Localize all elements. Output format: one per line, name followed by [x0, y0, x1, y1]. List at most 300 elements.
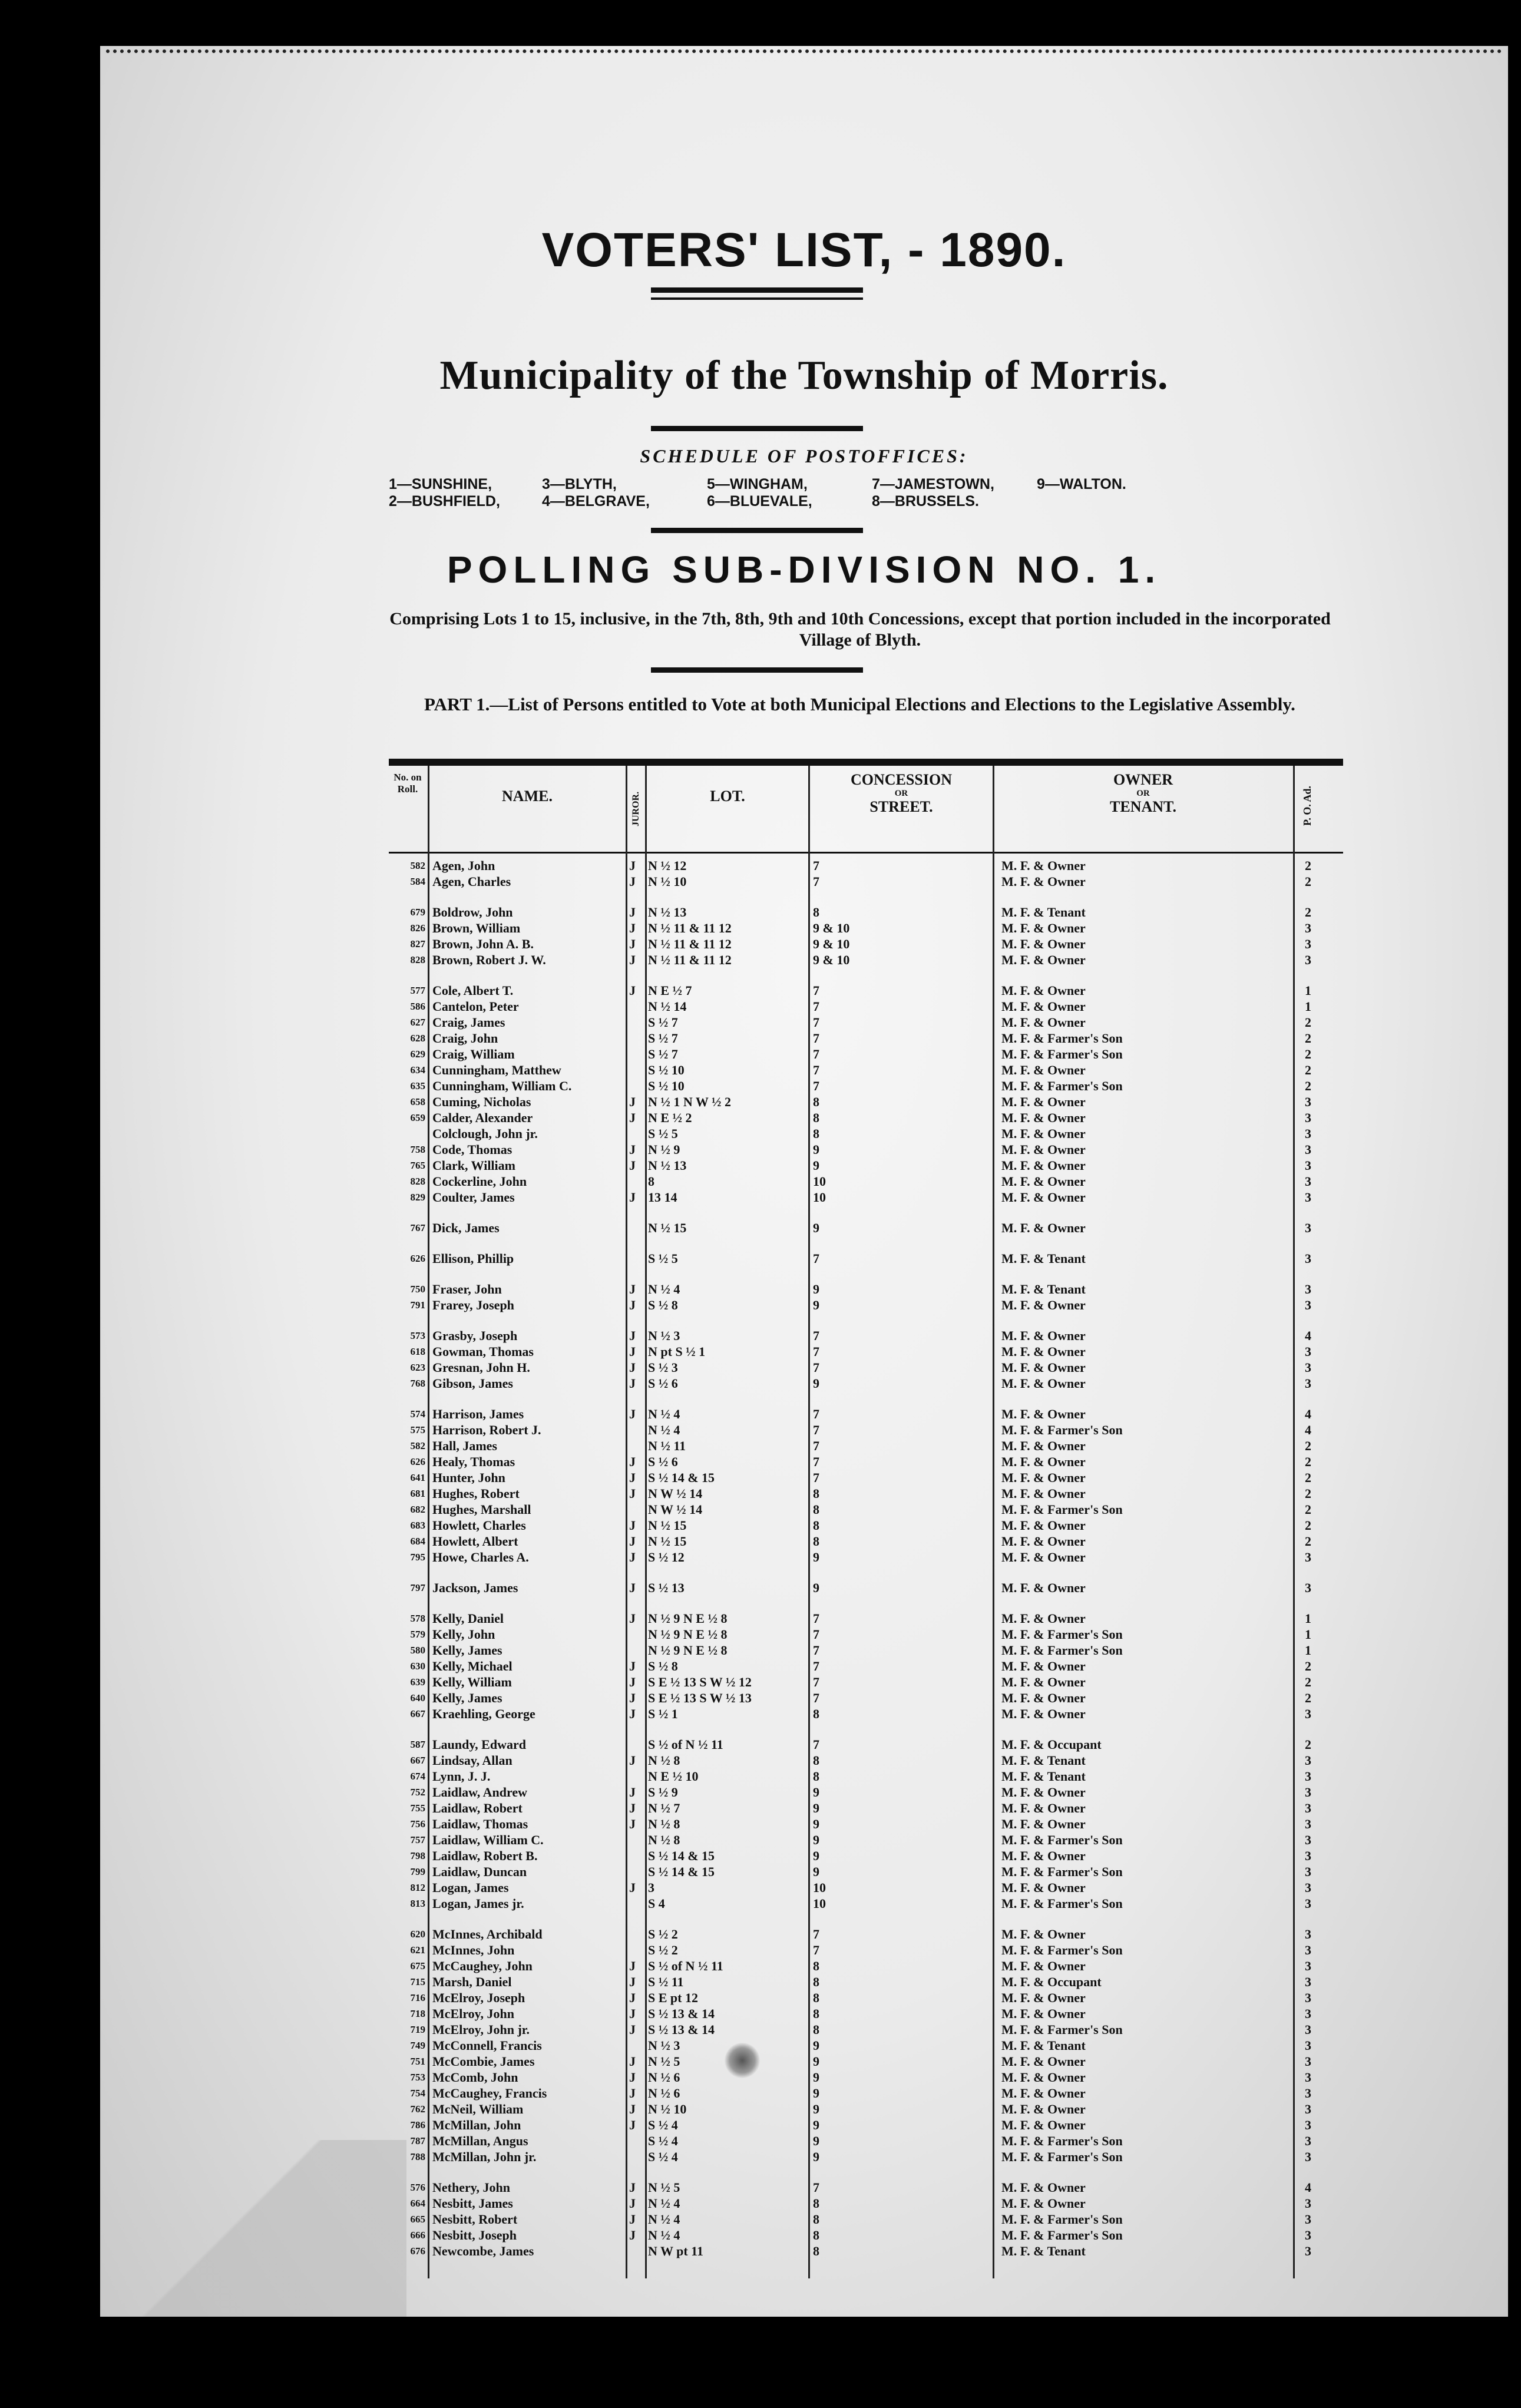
lot-cell: N ½ 4 [648, 2196, 680, 2211]
concession-cell: 7 [813, 874, 819, 889]
voter-name: Hughes, Robert [432, 1486, 520, 1501]
postoffice-cell: 3 [1305, 1974, 1311, 1989]
juror-mark: J [629, 1580, 636, 1595]
postoffice-cell: 3 [1305, 1174, 1311, 1189]
concession-cell: 9 [813, 1298, 819, 1312]
concession-cell: 7 [813, 1675, 819, 1689]
owner-tenant-cell: M. F. & Owner [1001, 1848, 1086, 1863]
owner-tenant-cell: M. F. & Owner [1001, 1407, 1086, 1421]
concession-cell: 9 [813, 2038, 819, 2053]
voter-name: Laidlaw, William C. [432, 1833, 544, 1847]
roll-number: 827 [410, 938, 425, 950]
postoffice-cell: 4 [1305, 2180, 1311, 2195]
roll-number: 674 [410, 1771, 425, 1782]
postoffice-cell: 3 [1305, 1801, 1311, 1815]
owner-tenant-cell: M. F. & Tenant [1001, 905, 1086, 919]
owner-tenant-cell: M. F. & Farmer's Son [1001, 2212, 1123, 2227]
table-row [389, 1454, 1343, 1470]
voter-name: Kelly, John [432, 1627, 495, 1642]
postoffice-cell: 3 [1305, 1550, 1311, 1564]
owner-tenant-cell: M. F. & Occupant [1001, 1737, 1102, 1752]
postoffice-cell: 3 [1305, 2006, 1311, 2021]
table-row [389, 1658, 1343, 1674]
roll-number: 580 [410, 1645, 425, 1656]
lot-cell: S ½ of N ½ 11 [648, 1737, 723, 1752]
lot-cell: S ½ 4 [648, 2149, 678, 2164]
postoffice-cell: 3 [1305, 1360, 1311, 1375]
lot-cell: S ½ 6 [648, 1454, 678, 1469]
postoffice-row [389, 476, 1272, 493]
juror-mark: J [629, 1454, 636, 1469]
concession-cell: 9 [813, 1817, 819, 1831]
voter-name: Nesbitt, James [432, 2196, 513, 2211]
roll-number: 828 [410, 1176, 425, 1187]
voter-name: Kelly, Daniel [432, 1611, 504, 1626]
table-row [389, 1297, 1343, 1313]
roll-number: 635 [410, 1080, 425, 1091]
roll-number: 797 [410, 1582, 425, 1593]
concession-cell: 7 [813, 1659, 819, 1673]
concession-cell: 9 [813, 2149, 819, 2164]
voter-name: Logan, James jr. [432, 1896, 524, 1911]
roll-number: 799 [410, 1866, 425, 1877]
juror-mark: J [629, 2118, 636, 2132]
juror-mark: J [629, 1470, 636, 1485]
roll-number: 582 [410, 860, 425, 871]
lot-cell: 3 [648, 1880, 654, 1895]
voter-name: Brown, William [432, 921, 521, 935]
postoffice-cell: 3 [1305, 952, 1311, 967]
postoffice-cell: 3 [1305, 1848, 1311, 1863]
juror-mark: J [629, 1959, 636, 1973]
voter-name: Grasby, Joseph [432, 1328, 518, 1343]
roll-number: 682 [410, 1504, 425, 1515]
voter-name: Colclough, John jr. [432, 1126, 538, 1141]
table-row [389, 1896, 1343, 1911]
postoffice-cell: 3 [1305, 1220, 1311, 1235]
table-row [389, 1470, 1343, 1486]
voter-name: Hall, James [432, 1438, 497, 1453]
owner-tenant-cell: M. F. & Tenant [1001, 1753, 1086, 1768]
owner-tenant-cell: M. F. & Owner [1001, 2196, 1086, 2211]
concession-cell: 8 [813, 1110, 819, 1125]
concession-cell: 9 [813, 1580, 819, 1595]
lot-cell: 13 14 [648, 1190, 677, 1205]
owner-tenant-cell: M. F. & Occupant [1001, 1974, 1102, 1989]
voter-name: Brown, John A. B. [432, 937, 534, 951]
juror-mark: J [629, 2102, 636, 2116]
voter-name: Kelly, Michael [432, 1659, 512, 1673]
lot-cell: S ½ 1 [648, 1706, 678, 1721]
postoffice-cell: 3 [1305, 1190, 1311, 1205]
concession-cell: 9 [813, 1158, 819, 1173]
owner-tenant-cell: M. F. & Owner [1001, 1927, 1086, 1941]
lot-cell: N E ½ 7 [648, 983, 692, 998]
juror-mark: J [629, 1518, 636, 1533]
owner-tenant-cell: M. F. & Tenant [1001, 1282, 1086, 1296]
juror-mark: J [629, 1550, 636, 1564]
owner-tenant-cell: M. F. & Owner [1001, 1659, 1086, 1673]
lot-cell: N ½ 7 [648, 1801, 680, 1815]
lot-cell: N ½ 5 [648, 2180, 680, 2195]
table-row [389, 2053, 1343, 2069]
owner-tenant-cell: M. F. & Owner [1001, 952, 1086, 967]
owner-tenant-cell: M. F. & Farmer's Son [1001, 1943, 1123, 1957]
voter-name: Howlett, Charles [432, 1518, 526, 1533]
concession-cell: 8 [813, 1753, 819, 1768]
table-row [389, 1690, 1343, 1706]
postoffice-cell: 1 [1305, 1611, 1311, 1626]
table-row [389, 1580, 1343, 1596]
lot-cell: N ½ 3 [648, 2038, 680, 2053]
postoffice-cell: 3 [1305, 1158, 1311, 1173]
table-row [389, 1062, 1343, 1078]
lot-cell: N ½ 15 [648, 1534, 687, 1549]
postoffice-cell: 2 [1305, 1015, 1311, 1030]
lot-cell: S ½ 7 [648, 1015, 678, 1030]
juror-mark: J [629, 1974, 636, 1989]
juror-mark: J [629, 905, 636, 919]
lot-cell: N ½ 8 [648, 1817, 680, 1831]
roll-number: 667 [410, 1708, 425, 1719]
concession-cell: 8 [813, 1959, 819, 1973]
roll-number: 756 [410, 1818, 425, 1830]
owner-tenant-cell: M. F. & Farmer's Son [1001, 2228, 1123, 2242]
postoffice-cell: 1 [1305, 1627, 1311, 1642]
concession-cell: 9 [813, 1550, 819, 1564]
roll-number: 582 [410, 1440, 425, 1451]
lot-cell: N ½ 3 [648, 1328, 680, 1343]
concession-cell: 7 [813, 1328, 819, 1343]
owner-tenant-cell: M. F. & Owner [1001, 1063, 1086, 1077]
table-row [389, 1974, 1343, 1990]
table-row [389, 1173, 1343, 1189]
postoffice-cell: 3 [1305, 1943, 1311, 1957]
roll-number: 768 [410, 1378, 425, 1389]
table-row [389, 2149, 1343, 2165]
voter-name: Laidlaw, Robert B. [432, 1848, 538, 1863]
postoffice-cell: 2 [1305, 1518, 1311, 1533]
owner-tenant-cell: M. F. & Owner [1001, 1174, 1086, 1189]
lot-cell: N ½ 9 N E ½ 8 [648, 1611, 728, 1626]
table-row [389, 1958, 1343, 1974]
voter-name: Calder, Alexander [432, 1110, 533, 1125]
table-row [389, 1533, 1343, 1549]
concession-cell: 9 [813, 1142, 819, 1157]
postoffice-cell: 2 [1305, 1691, 1311, 1705]
part-heading [389, 694, 1343, 715]
lot-cell: N ½ 9 N E ½ 8 [648, 1627, 728, 1642]
owner-tenant-cell: M. F. & Owner [1001, 1990, 1086, 2005]
voter-name: Laundy, Edward [432, 1737, 526, 1752]
table-row [389, 1110, 1343, 1126]
document-title: VOTERS' LIST, - 1890. [541, 223, 1067, 277]
lot-cell: N ½ 11 & 11 12 [648, 952, 732, 967]
concession-cell: 7 [813, 1344, 819, 1359]
voter-name: Nesbitt, Joseph [432, 2228, 517, 2242]
table-row [389, 1360, 1343, 1375]
concession-cell: 10 [813, 1896, 826, 1911]
concession-cell: 8 [813, 1502, 819, 1517]
table-row [389, 1610, 1343, 1626]
postoffice-cell: 3 [1305, 1769, 1311, 1784]
voter-name: Laidlaw, Andrew [432, 1785, 527, 1800]
header-owner-line2: TENANT. [1110, 798, 1176, 815]
owner-tenant-cell: M. F. & Farmer's Son [1001, 1627, 1123, 1642]
juror-mark: J [629, 2070, 636, 2085]
concession-cell: 7 [813, 1031, 819, 1046]
owner-tenant-cell: M. F. & Farmer's Son [1001, 1079, 1123, 1093]
concession-cell: 9 [813, 1220, 819, 1235]
table-row [389, 2243, 1343, 2259]
juror-mark: J [629, 952, 636, 967]
table-row [389, 1549, 1343, 1565]
table-header-rule [389, 852, 1343, 854]
postoffice-cell: 3 [1305, 1110, 1311, 1125]
concession-cell: 7 [813, 1438, 819, 1453]
voters-list-page [100, 46, 1508, 2317]
owner-tenant-cell: M. F. & Farmer's Son [1001, 1502, 1123, 1517]
table-row [389, 1078, 1343, 1094]
owner-tenant-cell: M. F. & Owner [1001, 1580, 1086, 1595]
postoffice-cell: 3 [1305, 1896, 1311, 1911]
juror-mark: J [629, 983, 636, 998]
postoffice-cell: 2 [1305, 874, 1311, 889]
concession-cell: 8 [813, 1706, 819, 1721]
table-row [389, 1094, 1343, 1110]
owner-tenant-cell: M. F. & Owner [1001, 1142, 1086, 1157]
owner-tenant-cell: M. F. & Owner [1001, 1110, 1086, 1125]
voter-name: Cunningham, Matthew [432, 1063, 561, 1077]
concession-cell: 9 [813, 2086, 819, 2101]
concession-cell: 8 [813, 2228, 819, 2242]
roll-number: 620 [410, 1929, 425, 1940]
roll-number: 755 [410, 1802, 425, 1814]
voter-name: McCombie, James [432, 2054, 535, 2069]
lot-cell: N ½ 6 [648, 2070, 680, 2085]
lot-cell: N ½ 12 [648, 858, 687, 873]
owner-tenant-cell: M. F. & Owner [1001, 1550, 1086, 1564]
juror-mark: J [629, 2212, 636, 2227]
owner-tenant-cell: M. F. & Owner [1001, 1360, 1086, 1375]
postoffice-cell: 2 [1305, 1737, 1311, 1752]
juror-mark: J [629, 937, 636, 951]
table-row [389, 874, 1343, 889]
postoffice-cell: 4 [1305, 1328, 1311, 1343]
concession-cell: 9 & 10 [813, 921, 850, 935]
table-row [389, 2085, 1343, 2101]
owner-tenant-cell: M. F. & Tenant [1001, 1251, 1086, 1266]
postoffice-item: 6—BLUEVALE, [707, 493, 812, 510]
owner-tenant-cell: M. F. & Owner [1001, 874, 1086, 889]
postoffice-cell: 3 [1305, 2070, 1311, 2085]
juror-mark: J [629, 1328, 636, 1343]
postoffice-cell: 2 [1305, 1047, 1311, 1061]
postoffice-cell: 3 [1305, 1142, 1311, 1157]
lot-cell: N ½ 15 [648, 1518, 687, 1533]
lot-cell: S E ½ 13 S W ½ 13 [648, 1691, 752, 1705]
lot-cell: S E pt 12 [648, 1990, 698, 2005]
voter-name: Cuming, Nicholas [432, 1094, 531, 1109]
voter-name: Clark, William [432, 1158, 515, 1173]
lot-cell: N ½ 15 [648, 1220, 687, 1235]
roll-number: 788 [410, 2151, 425, 2162]
lot-cell: S E ½ 13 S W ½ 12 [648, 1675, 752, 1689]
voter-name: Gowman, Thomas [432, 1344, 534, 1359]
juror-mark: J [629, 1110, 636, 1125]
voter-name: Brown, Robert J. W. [432, 952, 546, 967]
owner-tenant-cell: M. F. & Owner [1001, 1344, 1086, 1359]
concession-cell: 7 [813, 1737, 819, 1752]
roll-number: 587 [410, 1739, 425, 1750]
table-row [389, 952, 1343, 968]
postoffice-cell: 2 [1305, 1534, 1311, 1549]
roll-number: 659 [410, 1112, 425, 1123]
owner-tenant-cell: M. F. & Farmer's Son [1001, 1423, 1123, 1437]
postoffice-cell: 2 [1305, 1454, 1311, 1469]
juror-mark: J [629, 1376, 636, 1391]
owner-tenant-cell: M. F. & Owner [1001, 2118, 1086, 2132]
owner-tenant-cell: M. F. & Owner [1001, 1454, 1086, 1469]
owner-tenant-cell: M. F. & Farmer's Son [1001, 1833, 1123, 1847]
table-row [389, 2069, 1343, 2085]
juror-mark: J [629, 874, 636, 889]
postoffice-cell: 3 [1305, 1880, 1311, 1895]
postoffice-cell: 3 [1305, 1959, 1311, 1973]
owner-tenant-cell: M. F. & Owner [1001, 1534, 1086, 1549]
owner-tenant-cell: M. F. & Owner [1001, 937, 1086, 951]
concession-cell: 9 [813, 1282, 819, 1296]
juror-mark: J [629, 921, 636, 935]
roll-number: 575 [410, 1424, 425, 1435]
roll-number: 829 [410, 1192, 425, 1203]
concession-cell: 7 [813, 2180, 819, 2195]
postoffice-cell: 3 [1305, 1344, 1311, 1359]
table-row [389, 1157, 1343, 1173]
table-row [389, 2101, 1343, 2117]
concession-cell: 10 [813, 1174, 826, 1189]
owner-tenant-cell: M. F. & Owner [1001, 1376, 1086, 1391]
table-row [389, 1142, 1343, 1157]
concession-cell: 8 [813, 1769, 819, 1784]
voter-name: Logan, James [432, 1880, 509, 1895]
postoffice-cell: 2 [1305, 1063, 1311, 1077]
roll-number: 577 [410, 985, 425, 996]
owner-tenant-cell: M. F. & Owner [1001, 2102, 1086, 2116]
juror-mark: J [629, 1801, 636, 1815]
roll-number: 676 [410, 2245, 425, 2257]
owner-tenant-cell: M. F. & Owner [1001, 1817, 1086, 1831]
voter-name: Craig, James [432, 1015, 505, 1030]
table-row [389, 1784, 1343, 1800]
lot-cell: S ½ 11 [648, 1974, 684, 1989]
juror-mark: J [629, 2196, 636, 2211]
lot-cell: S ½ 14 & 15 [648, 1848, 715, 1863]
table-row [389, 1706, 1343, 1722]
concession-cell: 7 [813, 1943, 819, 1957]
voter-name: McElroy, John [432, 2006, 514, 2021]
lot-cell: N pt S ½ 1 [648, 1344, 706, 1359]
voter-name: McMillan, Angus [432, 2134, 528, 2148]
postoffice-item: 7—JAMESTOWN, [872, 476, 994, 492]
voter-name: Lynn, J. J. [432, 1769, 491, 1784]
roll-number: 573 [410, 1330, 425, 1341]
postoffice-cell: 3 [1305, 2228, 1311, 2242]
juror-mark: J [629, 1659, 636, 1673]
lot-cell: S ½ 4 [648, 2118, 678, 2132]
roll-number: 634 [410, 1064, 425, 1076]
postoffice-cell: 3 [1305, 1376, 1311, 1391]
lot-cell: S ½ 9 [648, 1785, 678, 1800]
concession-cell: 9 [813, 2118, 819, 2132]
roll-number: 750 [410, 1284, 425, 1295]
postoffice-item: 3—BLYTH, [542, 476, 617, 492]
voter-name: Cole, Albert T. [432, 983, 514, 998]
postoffice-cell: 3 [1305, 1298, 1311, 1312]
juror-mark: J [629, 1407, 636, 1421]
voter-name: McInnes, John [432, 1943, 515, 1957]
owner-tenant-cell: M. F. & Owner [1001, 983, 1086, 998]
header-concession-or: OR [894, 789, 908, 798]
lot-cell: N E ½ 2 [648, 1110, 692, 1125]
roll-number: 675 [410, 1960, 425, 1972]
municipality-title: Municipality of the Township of Morris. [439, 353, 1169, 398]
lot-cell: N W pt 11 [648, 2244, 703, 2258]
owner-tenant-cell: M. F. & Tenant [1001, 2244, 1086, 2258]
lot-cell: N ½ 4 [648, 1407, 680, 1421]
concession-cell: 7 [813, 1927, 819, 1941]
juror-mark: J [629, 1298, 636, 1312]
postoffice-item: 8—BRUSSELS. [872, 493, 979, 510]
concession-cell: 10 [813, 1190, 826, 1205]
header-po: P. O. Ad. [1301, 786, 1313, 826]
table-row [389, 2022, 1343, 2037]
postoffice-cell: 3 [1305, 1864, 1311, 1879]
part-text: PART 1.—List of Persons entitled to Vote at both Municipal Elections and Elections to the Legislative Assembly. [424, 694, 1295, 715]
owner-tenant-cell: M. F. & Owner [1001, 2086, 1086, 2101]
table-row [389, 1375, 1343, 1391]
postoffice-cell: 3 [1305, 1833, 1311, 1847]
roll-number: 813 [410, 1898, 425, 1909]
roll-number: 684 [410, 1536, 425, 1547]
juror-mark: J [629, 1990, 636, 2005]
owner-tenant-cell: M. F. & Owner [1001, 1785, 1086, 1800]
table-row [389, 1736, 1343, 1752]
juror-mark: J [629, 1675, 636, 1689]
roll-number: 751 [410, 2056, 425, 2067]
concession-cell: 10 [813, 1880, 826, 1895]
table-row [389, 920, 1343, 936]
roll-number: 626 [410, 1253, 425, 1264]
owner-tenant-cell: M. F. & Owner [1001, 1706, 1086, 1721]
table-row [389, 1281, 1343, 1297]
lot-cell: N ½ 10 [648, 874, 687, 889]
voter-name: Cockerline, John [432, 1174, 527, 1189]
owner-tenant-cell: M. F. & Farmer's Son [1001, 2134, 1123, 2148]
lot-cell: S ½ 14 & 15 [648, 1470, 715, 1485]
voter-name: Howlett, Albert [432, 1534, 518, 1549]
table-row [389, 1800, 1343, 1816]
table-row [389, 1848, 1343, 1864]
owner-tenant-cell: M. F. & Owner [1001, 1959, 1086, 1973]
table-row [389, 2133, 1343, 2149]
roll-number: 640 [410, 1692, 425, 1704]
title-rule-thin [651, 297, 863, 300]
concession-cell: 7 [813, 1454, 819, 1469]
voter-name: Laidlaw, Thomas [432, 1817, 528, 1831]
juror-mark: J [629, 2006, 636, 2021]
lot-cell: S ½ 3 [648, 1360, 678, 1375]
